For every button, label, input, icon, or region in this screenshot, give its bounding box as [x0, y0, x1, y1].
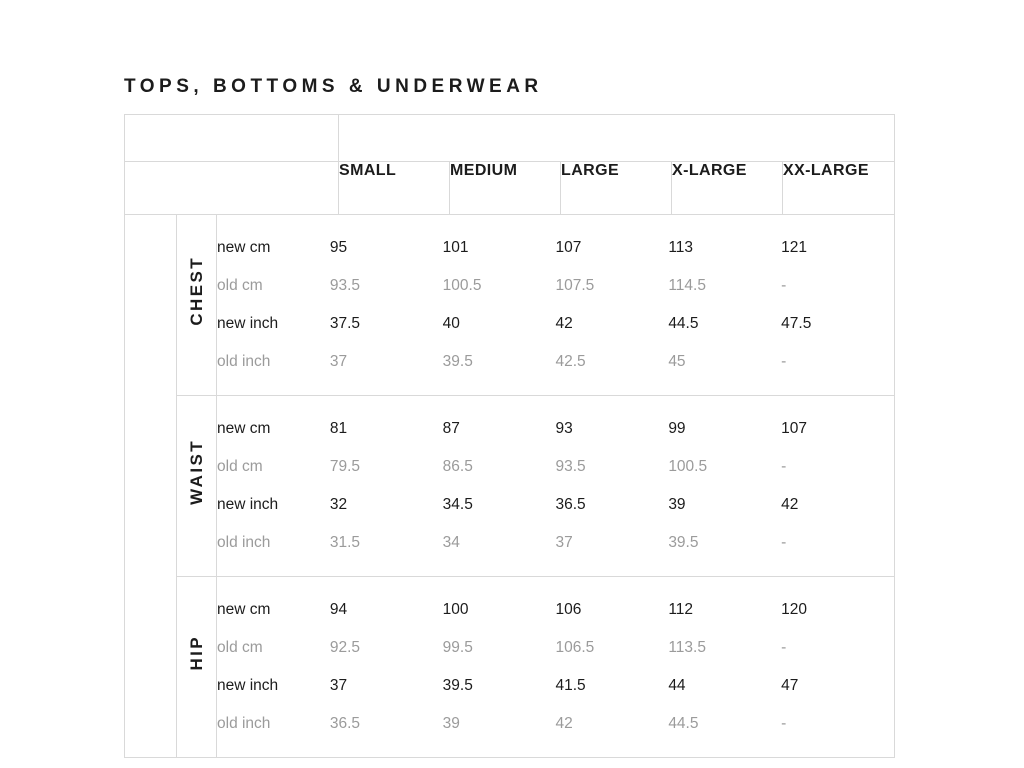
page-title: TOPS, BOTTOMS & UNDERWEAR — [124, 76, 543, 97]
chart-corner-blank-2 — [125, 162, 339, 215]
value-cell: 114.5 — [668, 267, 781, 305]
size-header-medium: MEDIUM — [450, 162, 561, 215]
value-cell: 112 — [668, 591, 781, 629]
table-row — [217, 343, 894, 381]
value-cell: - — [781, 705, 894, 743]
value-cell: 81 — [330, 410, 443, 448]
value-cell: 47 — [781, 667, 894, 705]
table-row — [217, 667, 894, 705]
group-body-chest — [217, 215, 895, 396]
metric-label: old inch — [217, 524, 330, 562]
value-cell: - — [781, 448, 894, 486]
table-row — [217, 524, 894, 562]
value-cell: 34 — [443, 524, 556, 562]
value-cell: 42.5 — [555, 343, 668, 381]
value-cell: 41.5 — [555, 667, 668, 705]
size-header-small: SMALL — [339, 162, 450, 215]
value-cell: 39 — [668, 486, 781, 524]
table-row — [217, 448, 894, 486]
value-cell: 95 — [330, 229, 443, 267]
value-cell: 87 — [443, 410, 556, 448]
metric-label: old inch — [217, 705, 330, 743]
value-cell: - — [781, 343, 894, 381]
value-cell: 44.5 — [668, 305, 781, 343]
side-label-top: BODY — [143, 537, 156, 588]
table-row — [217, 229, 894, 267]
group-body-hip — [217, 577, 895, 758]
value-cell: 44 — [668, 667, 781, 705]
value-cell: 101 — [443, 229, 556, 267]
value-cell: 86.5 — [443, 448, 556, 486]
value-cell: 100 — [443, 591, 556, 629]
value-cell: 37 — [330, 667, 443, 705]
value-cell: 34.5 — [443, 486, 556, 524]
value-cell: 36.5 — [330, 705, 443, 743]
value-cell: 106.5 — [555, 629, 668, 667]
metric-label: old inch — [217, 343, 330, 381]
value-cell: 42 — [781, 486, 894, 524]
size-chart-table — [124, 114, 895, 758]
value-cell: 94 — [330, 591, 443, 629]
value-cell: 40 — [443, 305, 556, 343]
value-cell: 93.5 — [330, 267, 443, 305]
chart-corner-blank — [125, 115, 339, 162]
value-cell: 45 — [668, 343, 781, 381]
table-row — [217, 410, 894, 448]
value-cell: 120 — [781, 591, 894, 629]
table-row — [217, 629, 894, 667]
group-label-waist-text: WAIST — [186, 439, 206, 505]
value-cell: 93 — [555, 410, 668, 448]
metric-label: old cm — [217, 629, 330, 667]
header-band-row — [125, 115, 895, 162]
value-cell: 44.5 — [668, 705, 781, 743]
value-cell: 92.5 — [330, 629, 443, 667]
group-label-chest — [177, 215, 217, 396]
table-row — [217, 486, 894, 524]
value-cell: - — [781, 629, 894, 667]
value-cell: 113 — [668, 229, 781, 267]
group-label-hip — [177, 577, 217, 758]
metric-label: new cm — [217, 229, 330, 267]
value-cell: 37 — [330, 343, 443, 381]
group-body-waist — [217, 396, 895, 577]
mons-size-header: MONS SIZE — [339, 115, 895, 162]
table-row — [217, 267, 894, 305]
group-row-hip — [125, 577, 895, 758]
value-cell: 31.5 — [330, 524, 443, 562]
value-cell: 37 — [555, 524, 668, 562]
value-cell: 36.5 — [555, 486, 668, 524]
value-cell: 121 — [781, 229, 894, 267]
value-cell: 107.5 — [555, 267, 668, 305]
size-header-row — [125, 162, 895, 215]
value-cell: 79.5 — [330, 448, 443, 486]
value-cell: 107 — [555, 229, 668, 267]
metric-label: new inch — [217, 305, 330, 343]
value-cell: 113.5 — [668, 629, 781, 667]
value-cell: 106 — [555, 591, 668, 629]
metric-label: new cm — [217, 591, 330, 629]
value-cell: 93.5 — [555, 448, 668, 486]
value-cell: 100.5 — [668, 448, 781, 486]
metric-label: old cm — [217, 267, 330, 305]
value-cell: 107 — [781, 410, 894, 448]
table-row — [217, 305, 894, 343]
value-cell: 100.5 — [443, 267, 556, 305]
value-cell: 42 — [555, 705, 668, 743]
body-measurements-sidebar — [125, 215, 177, 758]
value-cell: 39.5 — [443, 343, 556, 381]
metric-label: new inch — [217, 486, 330, 524]
metric-label: new cm — [217, 410, 330, 448]
group-label-hip-text: HIP — [186, 635, 206, 671]
size-header-large: LARGE — [561, 162, 672, 215]
table-row — [217, 591, 894, 629]
value-cell: 47.5 — [781, 305, 894, 343]
metric-label: new inch — [217, 667, 330, 705]
value-cell: - — [781, 524, 894, 562]
side-label-bottom: MEASUREMENTS — [143, 384, 156, 531]
value-cell: 37.5 — [330, 305, 443, 343]
value-cell: 99.5 — [443, 629, 556, 667]
group-row-chest — [125, 215, 895, 396]
value-cell: 32 — [330, 486, 443, 524]
value-cell: 39.5 — [668, 524, 781, 562]
group-row-waist — [125, 396, 895, 577]
value-cell: 42 — [555, 305, 668, 343]
group-label-chest-text: CHEST — [186, 256, 206, 326]
size-header-xlarge: X-LARGE — [672, 162, 783, 215]
value-cell: - — [781, 267, 894, 305]
group-label-waist — [177, 396, 217, 577]
value-cell: 99 — [668, 410, 781, 448]
table-row — [217, 705, 894, 743]
value-cell: 39.5 — [443, 667, 556, 705]
metric-label: old cm — [217, 448, 330, 486]
value-cell: 39 — [443, 705, 556, 743]
size-header-xxlarge: XX-LARGE — [783, 162, 895, 215]
